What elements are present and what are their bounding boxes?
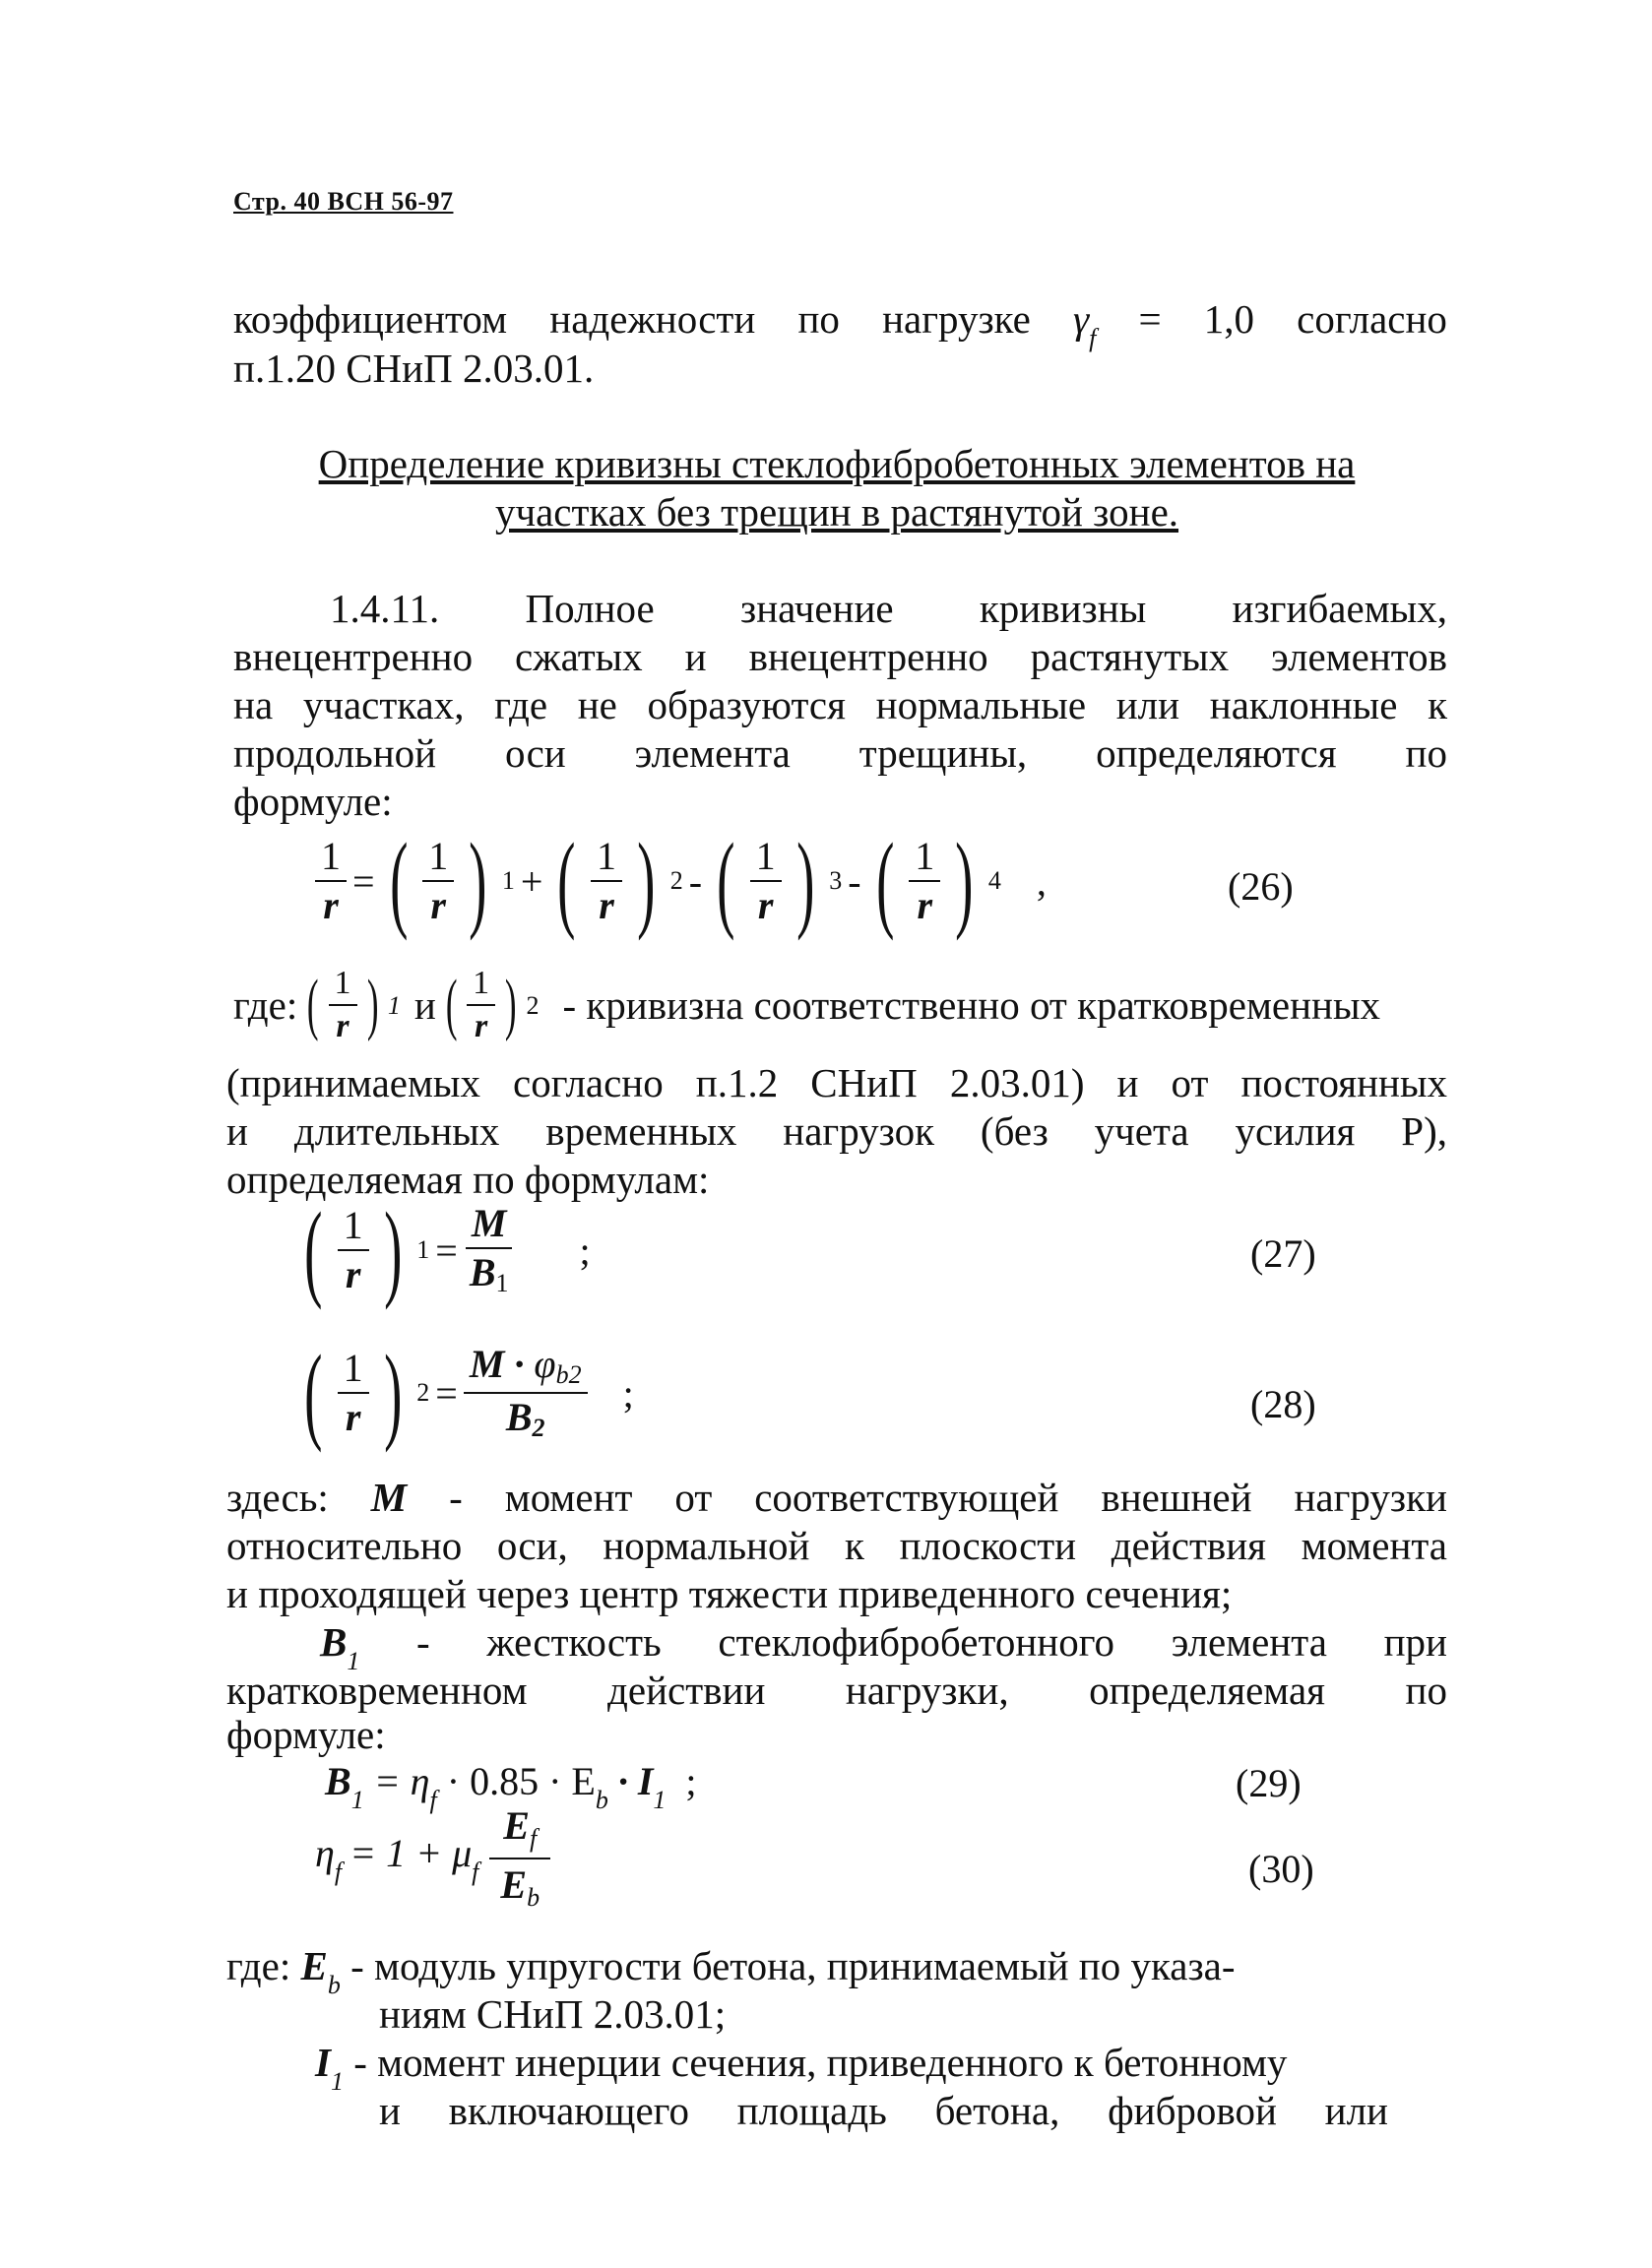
here-label: здесь: [226,1475,329,1520]
m-symbol: M [370,1475,408,1520]
eq26-term-1: $\frac{1}{r}$ [422,837,454,925]
word: - [449,1475,463,1520]
word: оси [505,730,566,776]
word: и [226,1108,248,1154]
curvature-definition: - кривизна соответственно от кратковременных [562,981,1381,1028]
section-heading-line-2: участках без трещин в растянутой зоне. [494,489,1179,535]
word: изгибаемых, [1232,586,1447,631]
intro-line-2: п.1.20 СНиП 2.03.01. [233,346,595,391]
where-line-3 [226,1107,1447,1156]
word: момент [504,1475,633,1520]
def-m-line-3: и проходящей через центр тяжести приведенного сечения; [226,1571,1233,1616]
word: при [1383,1619,1447,1665]
where-eb-line-1: где: $E_b$ - модуль упругости бетона, принимаемый по указа- [226,1943,1236,1999]
word: Р), [1401,1108,1447,1154]
para-1-line-3: на участках, где не образуются нормальные или наклонные к [233,682,1447,727]
word: значение [740,586,894,631]
equation-27: ( $\frac{1}{r}$ ) 1 = $\frac{M}{B_1}$ ; [304,1190,591,1310]
def-m-line-1 [226,1474,1447,1522]
where-fraction-2: $\frac{1}{r}$ [467,967,495,1043]
word: стеклофибробетонного [718,1619,1115,1665]
eq26-lhs-fraction: $\frac{1}{r}$ [315,837,347,925]
eq27-lhs-fraction: $\frac{1}{r}$ [338,1206,369,1294]
equation-28: ( $\frac{1}{r}$ ) 2 = $\frac{M \cdot \varphi_{b2}}{B_2}$ ; [304,1333,634,1453]
word: по [1405,730,1447,776]
word: элемента [1171,1619,1327,1665]
word: (без [980,1108,1048,1154]
word: по [797,296,840,342]
minus-sign: - [688,858,703,904]
word: надежности [549,296,756,342]
where-i1-line-2 [379,2087,1388,2135]
equation-26: $\frac{1}{r}$ = ( $\frac{1}{r}$ ) 1 + ( $\frac{1}{r}$ ) 2 - ( $\frac{1}{r}$ ) 3 - ( $\frac{1}{r}$ ) 4 , [315,827,1047,935]
word: внешней [1101,1475,1252,1520]
i1-definition: - момент инерции сечения, приведенного к бетонному [353,2040,1288,2085]
eq28-lhs-fraction: $\frac{1}{r}$ [338,1349,369,1437]
section-heading-line-1: Определение кривизны стеклофибробетонных элементов на [318,441,1356,486]
word: включающего [448,2088,689,2133]
where-label: где: [226,1943,291,1988]
word: элемента [634,730,791,776]
word: определяются [1096,730,1337,776]
word: нагрузки [1294,1475,1447,1520]
word: нагрузке [882,296,1031,342]
subscript: 2 [416,1378,430,1407]
eb-symbol: E [300,1943,328,1988]
word: усилия [1235,1108,1356,1154]
word: площадь [736,2088,887,2133]
word: коэффициентом [233,296,508,342]
where-label: где: [233,981,298,1028]
and-word: и [413,981,436,1028]
word: фибровой [1108,2088,1277,2133]
word: действии [607,1668,766,1713]
word: временных [545,1108,737,1154]
subscript: 1 [501,866,515,895]
para-1-line-5: формуле: [233,779,393,824]
word: продольной [233,730,437,776]
para-1-line-1 [330,585,1447,633]
where-line-2: (принимаемых согласно п.1.2 СНиП 2.03.01) и от постоянных [226,1060,1447,1105]
word: кратковременном [226,1668,528,1713]
word: согласно [1297,296,1447,342]
equation-30: $\eta_f$ = $1 + \mu_f$ $\frac{E_f}{E_b}$ [315,1806,553,1911]
equation-number-29: (29) [1236,1761,1302,1805]
where-eb-line-2: ниям СНиП 2.03.01; [379,1991,727,2037]
subscript: 2 [526,990,540,1020]
where-fraction-1: $\frac{1}{r}$ [329,967,357,1043]
subscript: 3 [829,866,843,895]
equals-sign: = [435,1370,458,1416]
word: бетона, [934,2088,1060,2133]
word: нагрузок [783,1108,935,1154]
subscript: 1 [387,990,401,1020]
eq26-term-3: $\frac{1}{r}$ [750,837,782,925]
subscript: 4 [987,866,1001,895]
para-1-line-4 [233,729,1447,778]
word: жесткость [486,1619,662,1665]
plus-sign: + [520,858,543,904]
equation-number-30: (30) [1248,1847,1314,1891]
where-i1-line-1: $I_1$ - момент инерции сечения, приведенного к бетонному [315,2040,1288,2096]
word: нагрузки, [845,1668,1009,1713]
word: по [1405,1668,1447,1713]
eb-definition: - модуль упругости бетона, принимаемый по указа- [350,1943,1236,1988]
word: длительных [293,1108,500,1154]
subscript: 1 [416,1235,430,1264]
word: от [674,1475,713,1520]
def-m-line-2: относительно оси, нормальной к плоскости действия момента [226,1523,1447,1568]
equation-number-26: (26) [1228,864,1294,909]
def-b1-line-3: формуле: [226,1712,386,1757]
clause-number: 1.4.11. [330,586,440,631]
semicolon: ; [579,1228,591,1273]
comma: , [1036,858,1047,904]
b1-symbol: $B_1$ [320,1619,360,1675]
word: - [416,1619,430,1665]
eq28-rhs-fraction: $\frac{M \cdot \varphi_{b2}}{B_2}$ [464,1345,588,1441]
equation-number-28: (28) [1250,1382,1316,1426]
semicolon: ; [622,1370,634,1416]
word: соответствующей [754,1475,1059,1520]
para-1-line-2: внецентренно сжатых и внецентренно растянутых элементов [233,634,1447,679]
where-line-4: определяемая по формулам: [226,1157,710,1202]
equals-sign: = [352,858,375,904]
word: = [1138,296,1162,342]
eq27-rhs-fraction: $\frac{M}{B_1}$ [464,1204,515,1296]
eq26-term-4: $\frac{1}{r}$ [909,837,940,925]
equation-29: $B_1 = \eta_f \cdot 0.85 \cdot E_b \cdot I_1$ ; [325,1759,697,1814]
gamma-f-symbol: $\gamma_f$ [1072,296,1097,352]
word: и [379,2088,401,2133]
word: определяемая [1089,1668,1326,1713]
word: или [1324,2088,1388,2133]
equals-sign: = [435,1228,458,1273]
page-header: Стр. 40 ВСН 56-97 [233,187,454,216]
word: кривизны [979,586,1147,631]
where-line-1: где: ( $\frac{1}{r}$ ) 1 и ( $\frac{1}{r}$ ) 2 - кривизна соответственно от кратковременных [233,965,1381,1044]
i1-symbol: I [315,2040,331,2085]
word: Полное [525,586,655,631]
def-b1-line-2 [226,1667,1447,1715]
eq30-fraction: $\frac{E_f}{E_b}$ [486,1806,553,1911]
word: учета [1094,1108,1189,1154]
eq26-term-2: $\frac{1}{r}$ [591,837,622,925]
minus-sign: - [848,858,861,904]
word: трещины, [858,730,1028,776]
equation-number-27: (27) [1250,1231,1316,1276]
word: 1,0 [1203,296,1255,342]
subscript: 2 [669,866,683,895]
